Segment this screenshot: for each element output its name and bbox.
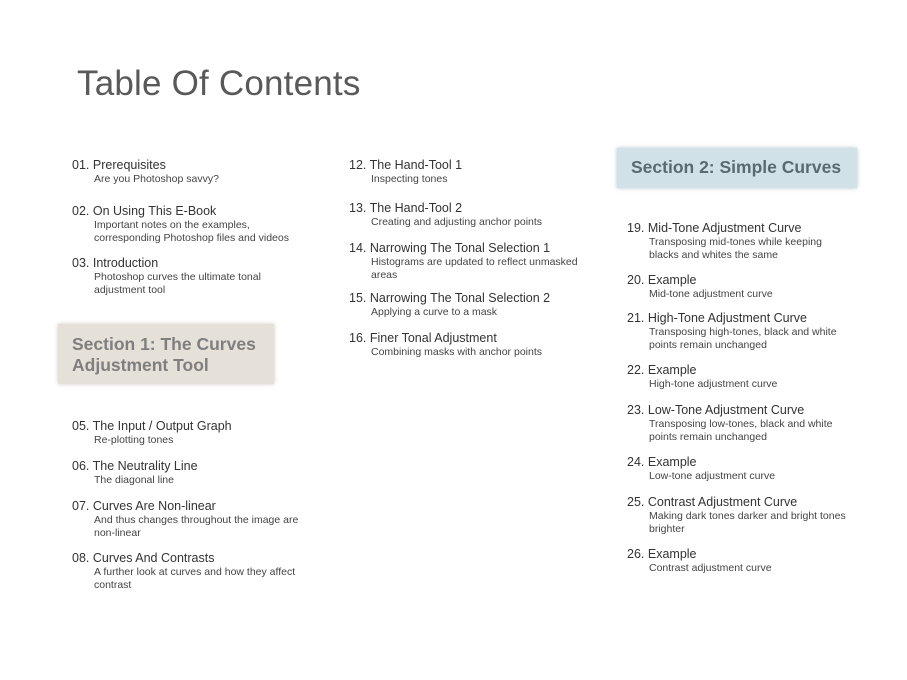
toc-entry-number: 19. [627,221,645,235]
toc-entry-heading [72,551,312,566]
toc-entry-number: 13. [349,201,367,215]
toc-entry-number: 22. [627,363,645,377]
toc-entry-title: The Hand-Tool 1 [369,158,463,172]
toc-entry[interactable] [627,547,852,575]
toc-entry-title: The Input / Output Graph [92,419,232,433]
toc-entry[interactable] [627,455,852,483]
toc-entry-title: Narrowing The Tonal Selection 1 [369,241,551,255]
toc-entry[interactable] [627,363,852,391]
toc-entry-title: Prerequisites [92,158,166,172]
toc-entry[interactable] [627,273,852,301]
toc-entry[interactable] [72,419,312,447]
toc-entry-heading [72,158,312,173]
toc-entry-description: Re-plotting tones [94,434,174,446]
toc-entry-title: Mid-Tone Adjustment Curve [647,221,802,235]
toc-entry[interactable] [627,403,852,443]
toc-entry-title: Example [647,547,697,561]
toc-entry-title: High-Tone Adjustment Curve [647,311,807,325]
toc-entry-title: Example [647,363,697,377]
toc-entry-description: And thus changes throughout the image are non-linear [94,514,299,539]
toc-entry-heading [349,241,599,256]
toc-entry-number: 08. [72,551,90,565]
toc-entry-number: 02. [72,204,90,218]
toc-entry-heading [627,495,852,510]
toc-entry-title: The Neutrality Line [92,459,198,473]
toc-entry[interactable] [627,311,852,351]
toc-entry-number: 26. [627,547,645,561]
toc-entry[interactable] [349,331,599,359]
toc-entry[interactable] [627,221,852,261]
toc-entry-description: Contrast adjustment curve [649,562,772,574]
toc-entry-number: 25. [627,495,645,509]
toc-entry-number: 06. [72,459,90,473]
toc-entry-title: Narrowing The Tonal Selection 2 [369,291,551,305]
toc-entry-title: Curves Are Non-linear [92,499,216,513]
toc-entry-description: Low-tone adjustment curve [649,470,776,482]
toc-entry[interactable] [349,291,599,319]
toc-entry-description: Important notes on the examples, corresponding Photoshop files and videos [94,219,289,244]
toc-entry-description: Are you Photoshop savvy? [94,173,219,185]
toc-entry[interactable] [349,201,599,229]
section-1-heading: Section 1: The Curves Adjustment Tool [58,324,274,384]
toc-entry-title: The Hand-Tool 2 [369,201,463,215]
toc-entry-number: 20. [627,273,645,287]
toc-entry-heading [349,158,599,173]
toc-entry-description: Applying a curve to a mask [371,306,498,318]
toc-entry-heading [627,403,852,418]
toc-entry-description: Photoshop curves the ultimate tonal adjustment tool [94,271,261,296]
toc-entry-description: Transposing low-tones, black and white points remain unchanged [649,418,833,443]
toc-entry-description: Histograms are updated to reflect unmasked areas [371,256,578,281]
toc-entry-number: 03. [72,256,90,270]
section-2-heading: Section 2: Simple Curves [617,148,857,188]
toc-entry[interactable] [72,551,312,591]
toc-entry-heading [627,221,852,236]
toc-entry-heading [349,331,599,346]
toc-entry-heading [627,273,852,288]
toc-entry-heading [349,291,599,306]
toc-entry-title: Example [647,273,697,287]
toc-entry-description: High-tone adjustment curve [649,378,778,390]
toc-entry-description: The diagonal line [94,474,174,486]
toc-entry-number: 24. [627,455,645,469]
toc-entry-heading [72,256,312,271]
toc-entry-number: 14. [349,241,367,255]
toc-entry-description: Making dark tones darker and bright tones brighter [649,510,846,535]
toc-entry-number: 23. [627,403,645,417]
toc-entry-title: Example [647,455,697,469]
toc-entry-title: Contrast Adjustment Curve [647,495,798,509]
toc-entry-heading [627,547,852,562]
toc-entry-number: 12. [349,158,367,172]
toc-entry-number: 16. [349,331,367,345]
toc-entry-description: A further look at curves and how they affect contrast [94,566,296,591]
toc-entry[interactable] [349,241,599,281]
toc-entry-heading [72,419,312,434]
toc-entry-heading [72,499,312,514]
toc-entry-number: 07. [72,499,90,513]
toc-entry-title: Curves And Contrasts [92,551,215,565]
toc-entry-description: Inspecting tones [371,173,448,185]
toc-entry-title: Low-Tone Adjustment Curve [647,403,805,417]
toc-entry-description: Mid-tone adjustment curve [649,288,773,300]
toc-entry-number: 01. [72,158,90,172]
toc-entry-heading [627,311,852,326]
toc-entry[interactable] [72,459,312,487]
toc-entry-title: Introduction [92,256,159,270]
toc-entry-number: 21. [627,311,645,325]
toc-entry-description: Transposing mid-tones while keeping blacks and whites the same [649,236,822,261]
toc-entry[interactable] [72,256,312,296]
toc-entry[interactable] [72,204,312,244]
toc-entry-description: Transposing high-tones, black and white points remain unchanged [649,326,837,351]
toc-entry-heading [72,204,312,219]
toc-entry-heading [349,201,599,216]
toc-entry-number: 05. [72,419,90,433]
toc-entry[interactable] [72,499,312,539]
page-title: Table Of Contents [77,64,361,103]
toc-entry-title: Finer Tonal Adjustment [369,331,497,345]
toc-entry[interactable] [72,158,312,186]
toc-entry-description: Creating and adjusting anchor points [371,216,543,228]
toc-entry-heading [627,455,852,470]
toc-entry-description: Combining masks with anchor points [371,346,542,358]
toc-entry[interactable] [349,158,599,186]
toc-entry-title: On Using This E-Book [92,204,217,218]
toc-entry-heading [627,363,852,378]
toc-entry-number: 15. [349,291,367,305]
toc-entry-heading [72,459,312,474]
toc-entry[interactable] [627,495,852,535]
